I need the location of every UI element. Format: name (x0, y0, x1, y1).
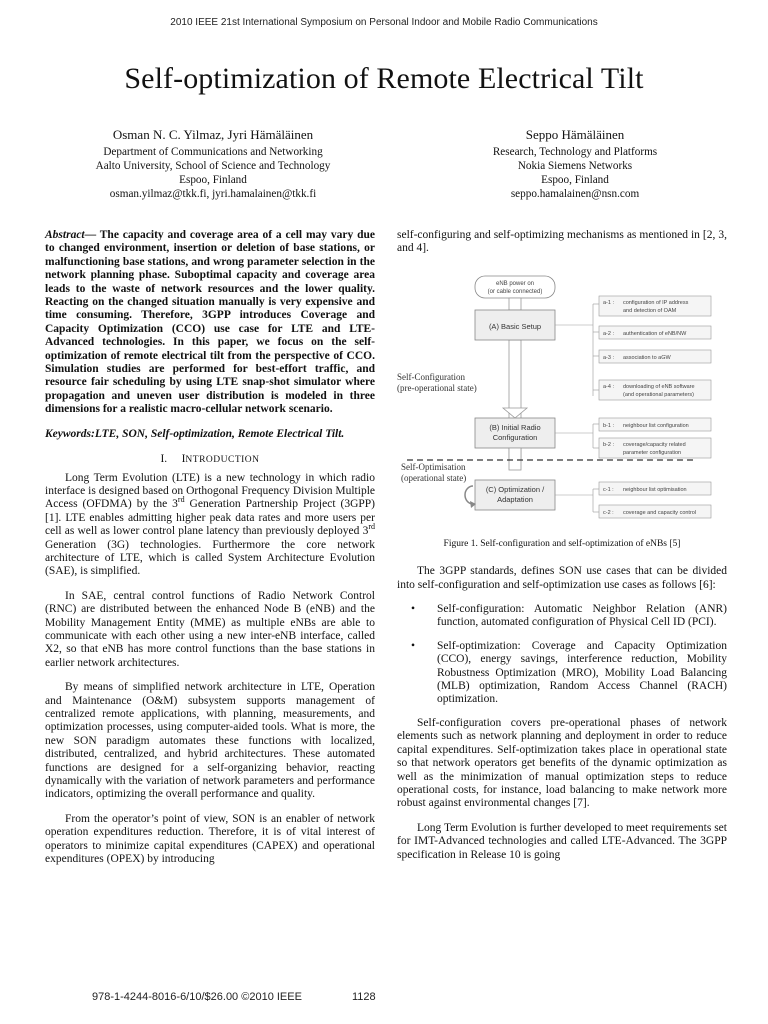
self-config-label: (pre-operational state) (397, 382, 477, 393)
box-optimization-label: (C) Optimization / (485, 484, 545, 494)
page-number: 1128 (351, 991, 376, 1003)
box-basic-setup-label: (A) Basic Setup (488, 321, 542, 331)
step-id: b-1 : (603, 422, 615, 429)
footer-isbn: 978-1-4244-8016-6/10/$26.00 ©2010 IEEE (92, 991, 302, 1003)
step-text: neighbour list optimisation (623, 486, 687, 493)
text-run: Long Term Evolution (LTE) is a new technology in which radio interface is designed based on Orthogonal Frequency Division Multiple Access (OFDMA) by the 3 (45, 471, 375, 511)
author-block-left (28, 128, 398, 201)
paper-title: Self-optimization of Remote Electrical Tilt (124, 62, 644, 95)
page-footer (92, 991, 376, 1003)
self-opt-label: Self-Optimisation (401, 461, 466, 472)
author-location: Espoo, Finland (541, 174, 609, 186)
step-text: (and operational parameters) (623, 391, 694, 398)
step-id: a-1 : (603, 299, 615, 306)
step-id: a-2 : (603, 330, 615, 337)
start-node-label: (or cable connected) (487, 288, 543, 295)
paragraph-lte-advanced: Long Term Evolution is further developed to meet requirements set for IMT-Advanced technologies and called LTE-Advanced. The 3GPP specification in Release 10 is going (397, 821, 727, 861)
flow-arrow (509, 298, 521, 310)
son-diagram-svg (397, 268, 727, 530)
author-location: Espoo, Finland (179, 174, 247, 186)
keywords: Keywords:LTE, SON, Self-optimization, Remote Electrical Tilt. (45, 427, 345, 440)
abstract-text: — The capacity and coverage area of a cell may vary due to changed environment, insertion or deletion of base stations, or malfunctioning base stations, and wrong parameter selection in the network planning phase. Suboptimal capacity and coverage area leads to the waste of network resources and the lower quality. Reacting on the changed situation manually is very expensive and time consuming. Therefore, 3GPP introduces Coverage and Capacity Optimization (CCO) use case for LTE and LTE-Advanced technologies. In this paper, we focus on the self-optimization of remote electrical tilt from the perspective of CCO. Simulation studies are performed for best-effort traffic, and resource fair scheduling by using LTE snap-shot simulator where propagation and uneven user distribution is modeled in three dimensions for a realistic macro-cellular network scenario. (45, 229, 375, 416)
step-id: a-4 : (603, 383, 615, 390)
text-run: Generation Partnership Project (3GPP) [1]. LTE enables admitting higher peak data rates and more users per cell as well as lower control plane latency than previously deployed 3 (45, 498, 375, 538)
loop-arrow (465, 486, 473, 504)
step-text: coverage and capacity control (623, 509, 697, 516)
author-names: Osman N. C. Yilmaz, Jyri Hämäläinen (112, 127, 314, 142)
conference-header: 2010 IEEE 21st International Symposium on Personal Indoor and Mobile Radio Communications (170, 17, 598, 28)
step-text: downloading of eNB software (623, 383, 695, 390)
paragraph-3gpp-usecases: The 3GPP standards, defines SON use cases that can be divided into self-configuration and self-optimization use cases as follows [6]: (397, 565, 727, 591)
paragraph-self-config: Self-configuration covers pre-operational phases of network elements such as network planning and deployment in order to reduce capital expenditures. Self-optimization takes place in operational state so that network operators get benefits of the dynamic optimization as well as the minimization of manual optimization steps to reduce operational costs, for instance, load balancing to make network more robust against environmental changes [7]. (397, 716, 727, 810)
author-org: Nokia Siemens Networks (517, 160, 633, 172)
figure-son-diagram (397, 268, 727, 530)
list-item-text: Self-configuration: Automatic Neighbor Relation (ANR) function, automated configuration of Physical Cell ID (PCI). (437, 603, 727, 629)
section-heading-introduction (45, 453, 375, 467)
step-text: parameter configuration (623, 449, 682, 456)
right-column (397, 229, 727, 873)
bullet-icon: • (411, 639, 416, 652)
author-org: Aalto University, School of Science and Technology (95, 160, 331, 172)
step-id: a-3 : (603, 354, 615, 361)
paragraph-continued: self-configuring and self-optimizing mechanisms as mentioned in [2, 3, and 4]. (397, 229, 727, 255)
left-column (45, 229, 375, 877)
author-dept: Research, Technology and Platforms (492, 146, 658, 158)
step-id: c-2 : (603, 509, 614, 516)
step-id: c-1 : (603, 486, 614, 493)
list-item-text: Self-optimization: Coverage and Capacity Optimization (CCO), energy savings, interference reduction, Mobility Robustness Optimization (MRO), Mobility Load Balancing (MLB) optimization, Random Access Channel (RACH) optimization. (437, 639, 727, 706)
step-text: coverage/capacity related (623, 441, 686, 448)
self-opt-label: (operational state) (401, 472, 467, 483)
paragraph-sae: In SAE, central control functions of Radio Network Control (RNC) are distributed between the enhanced Node B (eNB) and the Mobility Management Entity (MME) as multiple eNBs are able to communicate with each other using a new inter-eNB interface, called X2, so that eNB has more control functions than the base stations in earlier network architectures. (45, 589, 375, 669)
flow-arrowhead (503, 408, 527, 418)
step-text: and detection of OAM (623, 307, 677, 314)
step-text: association to aGW (623, 354, 671, 361)
step-text: configuration of IP address (623, 299, 689, 306)
start-node-label: eNB power on (495, 280, 535, 287)
superscript: rd (368, 522, 375, 532)
author-dept: Department of Communications and Networking (103, 146, 323, 158)
section-title-rest: NTRODUCTION (185, 455, 260, 466)
box-initial-radio-label: Configuration (492, 432, 538, 442)
text-run: Generation (3G) technologies. Furthermore the core network architecture of LTE, which is called System Architecture Evolution (SAE), is simplified. (45, 538, 375, 578)
author-block-right (390, 128, 760, 201)
author-email: osman.yilmaz@tkk.fi, jyri.hamalainen@tkk.fi (109, 188, 317, 200)
connector-lines (555, 304, 599, 512)
section-number: I. (160, 453, 168, 466)
list-item (397, 603, 727, 630)
figure-caption: Figure 1. Self-configuration and self-optimization of eNBs [5] (443, 538, 681, 549)
bullet-icon: • (411, 603, 416, 616)
author-email: seppo.hamalainen@nsn.com (510, 188, 640, 200)
list-item (397, 640, 727, 707)
abstract (45, 229, 375, 417)
box-initial-radio-label: (B) Initial Radio (489, 422, 541, 432)
author-names: Seppo Hämäläinen (525, 127, 625, 142)
flow-arrow (509, 448, 521, 470)
step-text: neighbour list configuration (623, 422, 689, 429)
paragraph-lte-intro (45, 472, 375, 579)
use-case-list (397, 603, 727, 707)
box-optimization-label: Adaptation (497, 494, 533, 504)
paragraph-operator: From the operator’s point of view, SON is an enabler of network operation expenditures reduction. Therefore, it is of vital interest of operators to minimize capital expenditures (CAPEX) and operational expenditures (OPEX) by introducing (45, 812, 375, 866)
self-config-label: Self-Configuration (397, 371, 465, 382)
paragraph-om: By means of simplified network architecture in LTE, Operation and Maintenance (O&M) subsystem supports management of centralized remote applications, with planning, measurements, and optimization processes, using computer-aided tools. What is more, the new SON paradigm automates these functions with localized, distributed, centralized, and hybrid architectures. These automated functions are designed for a self-organizing behavior, reacting dynamically with the variation of network parameters and performance indicators, optimizing the overall performance and quality. (45, 681, 375, 801)
section-initial: I (181, 453, 186, 466)
step-id: b-2 : (603, 441, 615, 448)
step-text: authentication of eNB/NW (623, 330, 687, 337)
abstract-lead: Abstract (45, 229, 85, 241)
superscript: rd (177, 495, 185, 505)
